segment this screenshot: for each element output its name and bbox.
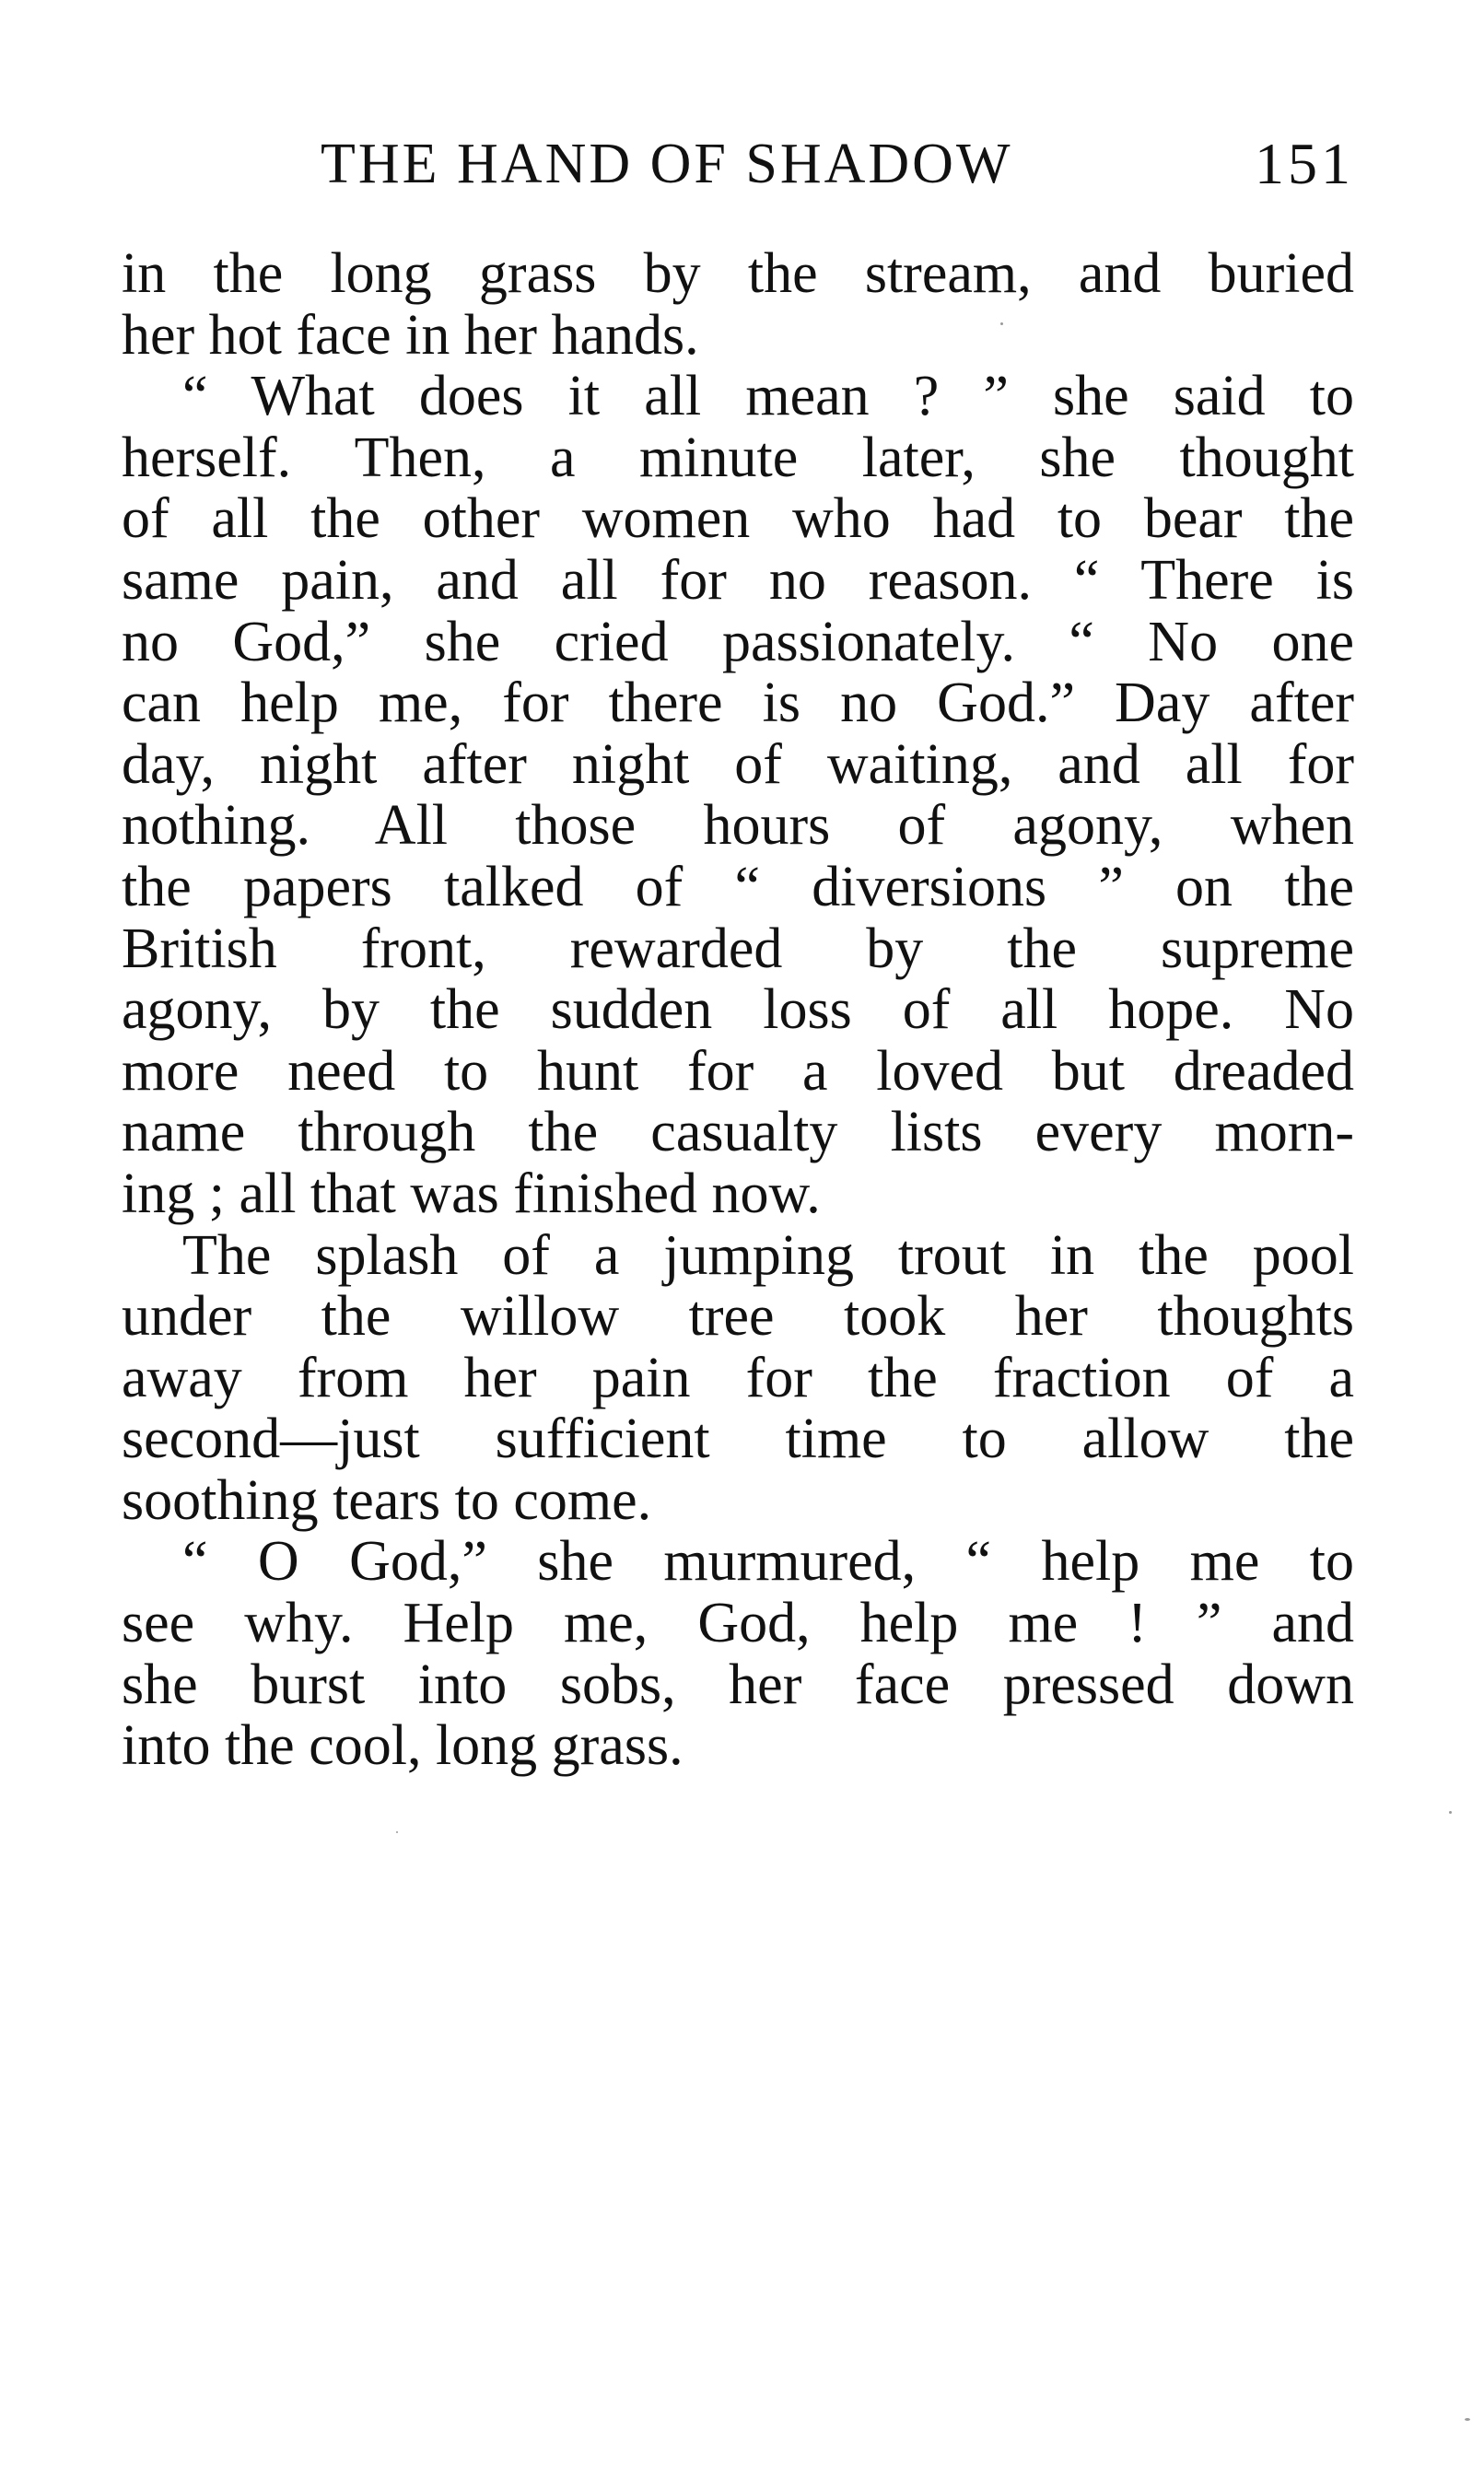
text-line: nothing. All those hours of agony, when xyxy=(122,794,1354,858)
running-head xyxy=(321,127,1354,201)
text-line: The splash of a jumping trout in the pool xyxy=(182,1223,1354,1287)
text-line: name through the casualty lists every morn- xyxy=(122,1101,1354,1164)
text-line: second—just sufficient time to allow the xyxy=(122,1408,1354,1471)
text-line: British front, rewarded by the supreme xyxy=(122,917,1354,980)
text-line: the papers talked of “ diversions ” on the xyxy=(122,855,1354,918)
text-line: “ What does it all mean ? ” she said to xyxy=(182,365,1354,428)
text-line: day, night after night of waiting, and all for xyxy=(122,732,1354,796)
body-text xyxy=(122,243,1354,1777)
text-line: her hot face in her hands. xyxy=(122,303,699,367)
text-line: herself. Then, a minute later, she thought xyxy=(122,426,1354,489)
text-line: under the willow tree took her thoughts xyxy=(122,1285,1354,1349)
paper-speck xyxy=(1449,1811,1452,1814)
text-line: into the cool, long grass. xyxy=(122,1714,684,1778)
text-line: ing ; all that was finished now. xyxy=(122,1162,821,1225)
text-line: more need to hunt for a loved but dreaded xyxy=(122,1039,1354,1103)
text-line: see why. Help me, God, help me ! ” and xyxy=(122,1592,1354,1655)
paper-speck xyxy=(396,1831,398,1833)
text-line: same pain, and all for no reason. “ There is xyxy=(122,548,1354,612)
running-title: THE HAND OF SHADOW xyxy=(321,133,1013,195)
text-line: can help me, for there is no God.” Day after xyxy=(122,672,1354,735)
text-line: away from her pain for the fraction of a xyxy=(122,1346,1354,1409)
text-line: in the long grass by the stream, and buried xyxy=(122,242,1354,305)
page-number: 151 xyxy=(1255,131,1354,196)
text-line: she burst into sobs, her face pressed down xyxy=(122,1653,1354,1716)
text-line: “ O God,” she murmured, “ help me to xyxy=(182,1530,1354,1594)
text-line: no God,” she cried passionately. “ No one xyxy=(122,610,1354,673)
text-line: soothing tears to come. xyxy=(122,1468,652,1532)
text-line: agony, by the sudden loss of all hope. No xyxy=(122,978,1354,1042)
paper-speck xyxy=(1465,2418,1470,2421)
text-line: of all the other women who had to bear the xyxy=(122,487,1354,551)
paper-speck xyxy=(1000,322,1003,325)
